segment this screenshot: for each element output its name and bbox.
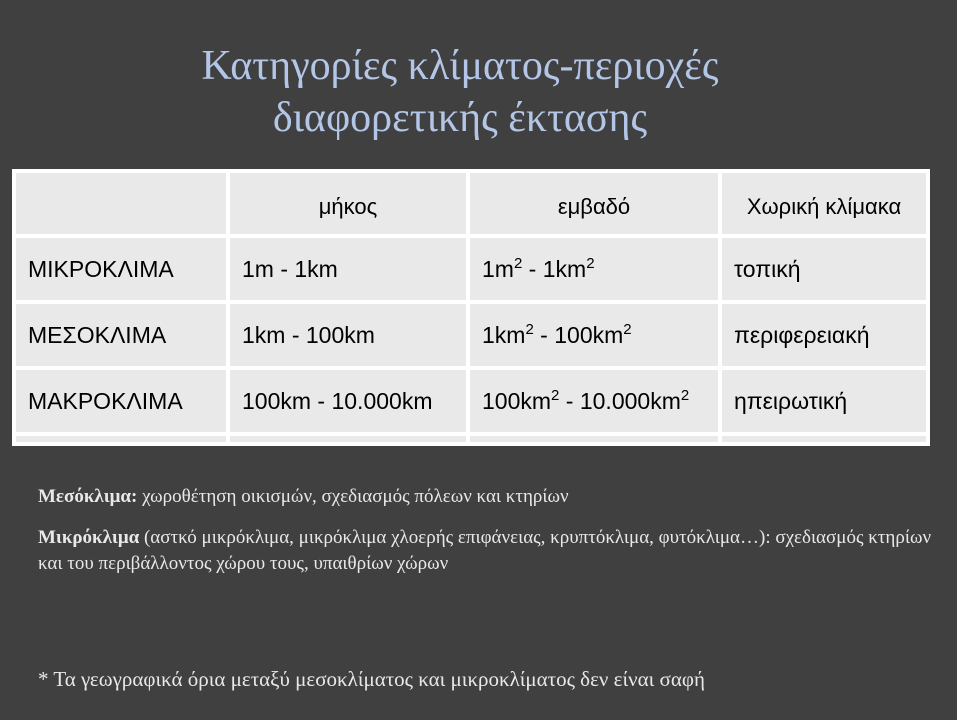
title-line-1: Κατηγορίες κλίματος-περιοχές <box>201 43 719 89</box>
row-length: 1m - 1km <box>228 236 468 302</box>
note-microclimate-label: Μικρόκλιμα <box>38 527 140 548</box>
climate-table <box>12 169 930 446</box>
note-mesoclimate-label: Μεσόκλιμα: <box>38 486 138 507</box>
row-scale: ηπειρωτική <box>720 368 928 434</box>
footnote: * Τα γεωγραφικά όρια μεταξύ μεσοκλίματος και μικροκλίματος δεν είναι σαφή <box>38 667 705 691</box>
title-line-2: διαφορετικής έκτασης <box>272 95 648 141</box>
note-mesoclimate <box>38 484 938 510</box>
header-cell-empty <box>14 171 228 236</box>
row-length: 100km - 10.000km <box>228 368 468 434</box>
row-name: ΜΙΚΡΟΚΛΙΜΑ <box>14 236 228 302</box>
header-cell-scale: Χωρική κλίμακα <box>720 171 928 236</box>
table-row <box>14 368 928 434</box>
row-area: $100km^2 - 10.000km^2$ <box>468 368 720 434</box>
row-name: ΜΕΣΟΚΛΙΜΑ <box>14 302 228 368</box>
note-microclimate <box>38 525 938 577</box>
row-name: ΜΑΚΡΟΚΛΙΜΑ <box>14 368 228 434</box>
table-row-empty <box>14 434 928 444</box>
row-length: 1km - 100km <box>228 302 468 368</box>
table-row <box>14 236 928 302</box>
notes <box>38 484 938 577</box>
note-microclimate-text: (αστκό μικρόκλιμα, μικρόκλιμα χλοερής επιφάνειας, κρυπτόκλιμα, φυτόκλιμα…): σχεδιασμός κτηρίων και του περιβάλλοντος χώρου τους, υπαιθρίων χώρων <box>38 527 932 574</box>
note-mesoclimate-text: χωροθέτηση οικισμών, σχεδιασμός πόλεων και κτηρίων <box>137 486 569 507</box>
header-cell-length: μήκος <box>228 171 468 236</box>
row-area: $1m^2 - 1km^2$ <box>468 236 720 302</box>
row-scale: τοπική <box>720 236 928 302</box>
row-scale: περιφερειακή <box>720 302 928 368</box>
table-row <box>14 302 928 368</box>
slide-title <box>0 40 920 144</box>
row-area: $1km^2 - 100km^2$ <box>468 302 720 368</box>
header-cell-area: εμβαδό <box>468 171 720 236</box>
table-header-row <box>14 171 928 236</box>
